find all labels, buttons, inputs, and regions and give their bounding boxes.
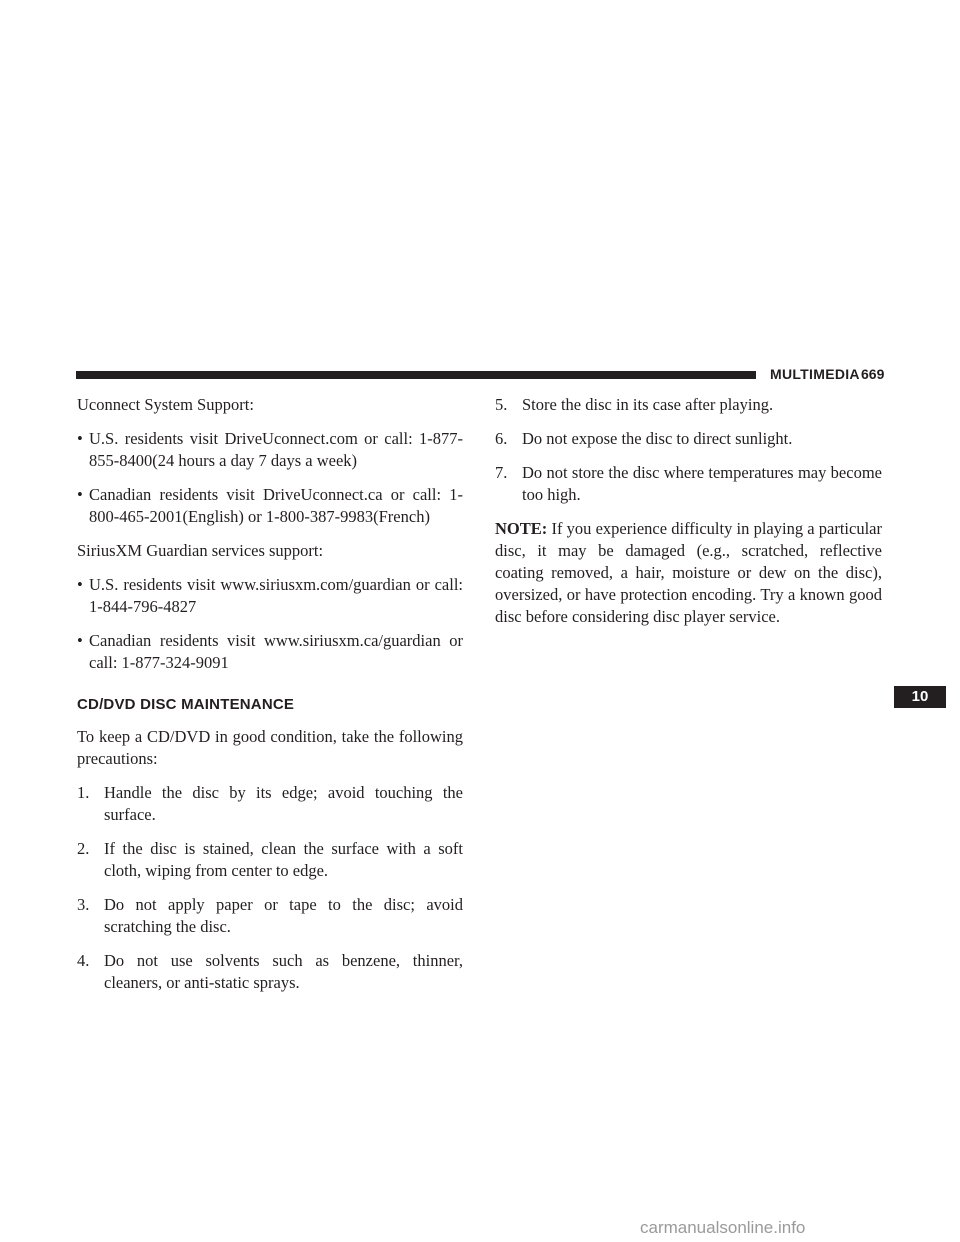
step-text: Handle the disc by its edge; avoid touching the surface. [104, 783, 463, 824]
numbered-step [77, 838, 463, 882]
precautions-intro: To keep a CD/DVD in good condition, take the following precautions: [77, 727, 463, 768]
section-heading: CD/DVD DISC MAINTENANCE [77, 696, 295, 713]
watermark-text: carmanualsonline.info [640, 1218, 806, 1237]
step-number: 2. [77, 839, 90, 858]
header-rule [76, 371, 756, 379]
bullet-icon: • [77, 575, 83, 594]
sirius-intro: SiriusXM Guardian services support: [77, 541, 324, 560]
list-item [77, 574, 463, 618]
step-text: If the disc is stained, clean the surface with a soft cloth, wiping from center to edge. [104, 839, 463, 880]
step-text: Do not expose the disc to direct sunlight. [522, 429, 793, 448]
list-item-text: Canadian residents visit www.siriusxm.ca/guardian or call: 1-877-324-9091 [89, 631, 463, 672]
step-number: 6. [495, 429, 508, 448]
bullet-icon: • [77, 485, 83, 504]
step-text: Do not use solvents such as benzene, thinner, cleaners, or anti-static sprays. [104, 951, 463, 992]
chapter-tab: 10 [894, 686, 946, 708]
right-column [495, 394, 882, 640]
step-text: Do not apply paper or tape to the disc; avoid scratching the disc. [104, 895, 463, 936]
step-text: Do not store the disc where temperatures may become too high. [522, 463, 882, 504]
note-text: If you experience difficulty in playing a particular disc, it may be damaged (e.g., scratched, reflective coating removed, a hair, moisture or dew on the disc), oversized, or have protection encoding. Try a known good disc before considering disc player service. [495, 519, 882, 626]
numbered-step [495, 462, 882, 506]
list-item [77, 630, 463, 674]
step-number: 1. [77, 783, 90, 802]
left-column [77, 394, 463, 1006]
uconnect-intro: Uconnect System Support: [77, 395, 254, 414]
list-item-text: U.S. residents visit www.siriusxm.com/guardian or call: 1-844-796-4827 [89, 575, 463, 616]
step-number: 4. [77, 951, 90, 970]
step-number: 5. [495, 395, 508, 414]
page-number: 669 [861, 366, 885, 382]
step-text: Store the disc in its case after playing. [522, 395, 774, 414]
list-item [77, 484, 463, 528]
bullet-icon: • [77, 631, 83, 650]
numbered-step [495, 428, 882, 450]
numbered-step [77, 894, 463, 938]
header-section-title: MULTIMEDIA [770, 366, 860, 382]
numbered-step [495, 394, 882, 416]
note-label: NOTE: [495, 519, 548, 538]
note-paragraph [495, 518, 882, 628]
list-item-text: Canadian residents visit DriveUconnect.ca or call: 1-800-465-2001(English) or 1-800-387-9983(French) [89, 485, 463, 526]
list-item-text: U.S. residents visit DriveUconnect.com or call: 1-877-855-8400(24 hours a day 7 days a week) [89, 429, 463, 470]
list-item [77, 428, 463, 472]
step-number: 7. [495, 463, 508, 482]
step-number: 3. [77, 895, 90, 914]
numbered-step [77, 950, 463, 994]
bullet-icon: • [77, 429, 83, 448]
numbered-step [77, 782, 463, 826]
